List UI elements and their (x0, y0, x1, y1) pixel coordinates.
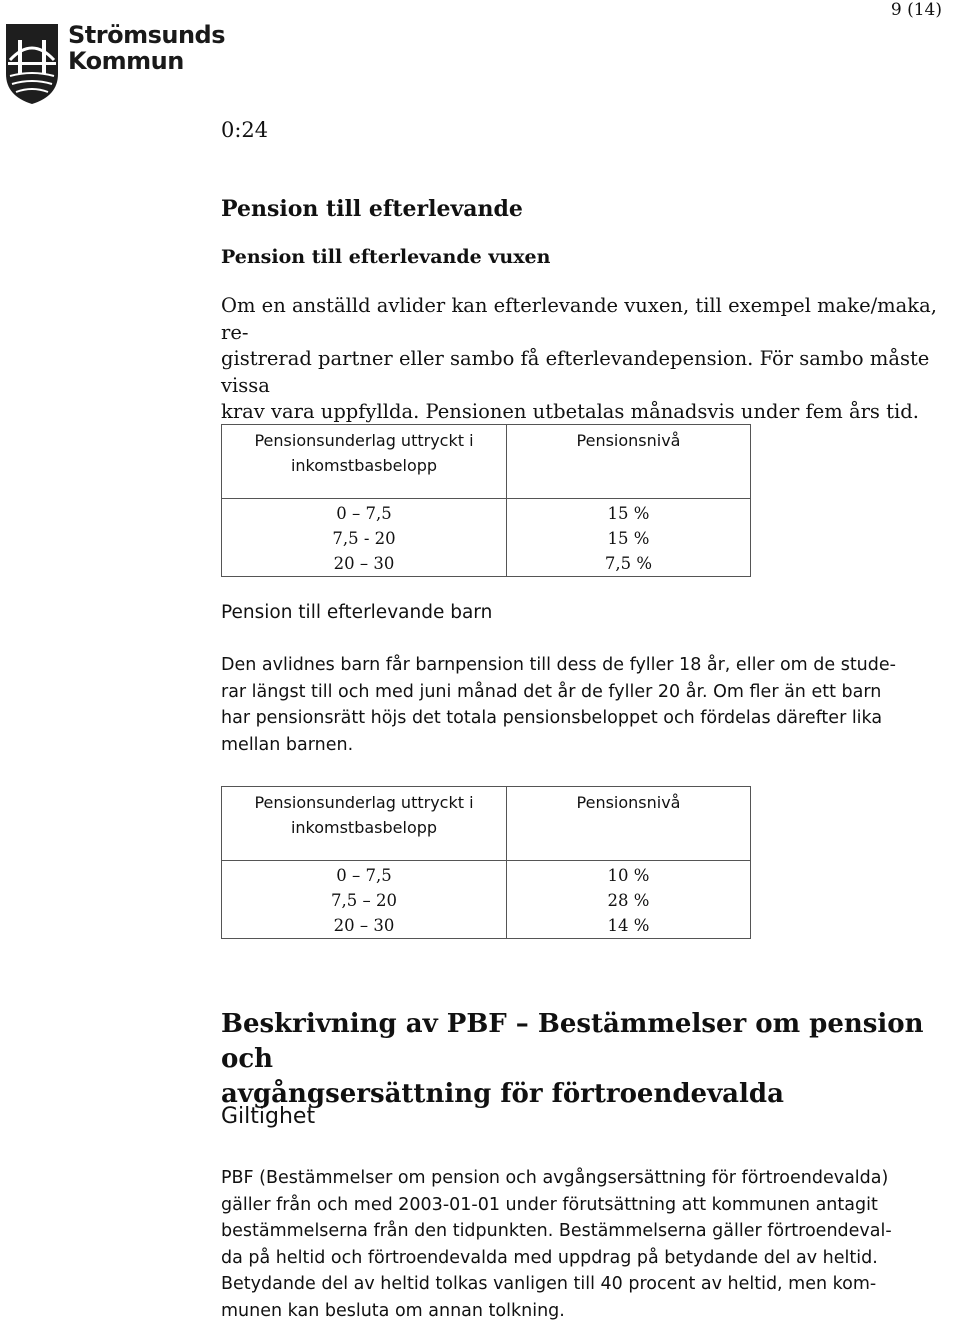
paragraph-line: Betydande del av heltid tolkas vanligen till 40 procent av heltid, men kom- (221, 1274, 877, 1294)
paragraph-adult-survivor (221, 293, 956, 426)
level-value: 7,5 % (604, 554, 653, 573)
paragraph-line: Den avlidnes barn får barnpension till dess de fyller 18 år, eller om de stude- (221, 655, 896, 675)
page-number: 9 (14) (890, 0, 942, 20)
paragraph-line: gistrerad partner eller sambo få efterlevandepension. För sambo måste vissa (221, 347, 930, 397)
range-value: 0 – 7,5 (336, 504, 392, 523)
title-line: Beskrivning av PBF – Bestämmelser om pension och (221, 1009, 924, 1074)
level-value: 15 % (607, 504, 650, 523)
table-cell-levels (507, 499, 751, 577)
table-header-level (507, 787, 751, 861)
level-value: 14 % (607, 916, 650, 935)
table-header-basis (222, 787, 507, 861)
paragraph-line: rar längst till och med juni månad det år de fyller 20 år. Om fler än ett barn (221, 681, 882, 702)
subtitle-validity: Giltighet (221, 1104, 316, 1129)
table-header-row (222, 787, 751, 861)
table-row (222, 861, 751, 939)
municipality-logo (2, 21, 226, 106)
table-cell-ranges (222, 861, 507, 939)
paragraph-line: munen kan besluta om annan tolkning. (221, 1300, 565, 1321)
table-header-row (222, 425, 751, 499)
header-line: Pensionsnivå (576, 431, 681, 450)
paragraph-line: bestämmelserna från den tidpunkten. Bestämmelserna gäller förtroendeval- (221, 1221, 892, 1241)
subtitle-adult-survivor: Pension till efterlevande vuxen (221, 246, 551, 268)
paragraph-child-survivor (221, 652, 956, 758)
paragraph-line: Om en anställd avlider kan efterlevande vuxen, till exempel make/maka, re- (221, 294, 937, 344)
paragraph-line: da på heltid och förtroendevalda med uppdrag på betydande del av heltid. (221, 1247, 878, 1268)
header-line: Pensionsnivå (576, 793, 681, 812)
paragraph-validity (221, 1165, 956, 1324)
header-line: inkomstbasbelopp (290, 818, 438, 837)
paragraph-line: har pensionsrätt höjs det totala pensionsbeloppet och fördelas därefter lika (221, 708, 883, 728)
pension-level-table-adult (221, 424, 751, 577)
level-value: 28 % (607, 891, 650, 910)
range-value: 0 – 7,5 (336, 866, 392, 885)
table-header-basis (222, 425, 507, 499)
table-row (222, 499, 751, 577)
paragraph-line: krav vara uppfyllda. Pensionen utbetalas månadsvis under fem års tid. (221, 400, 919, 423)
header-line: Pensionsunderlag uttryckt i (254, 793, 474, 812)
paragraph-line: mellan barnen. (221, 734, 354, 755)
header-line: Pensionsunderlag uttryckt i (254, 431, 474, 450)
range-value: 20 – 30 (333, 554, 395, 573)
header-line: inkomstbasbelopp (290, 456, 438, 475)
subtitle-child-survivor: Pension till efterlevande barn (221, 602, 493, 623)
logo-text-line2: Kommun (68, 47, 184, 75)
section-title-survivor-pension: Pension till efterlevande (221, 196, 523, 222)
range-value: 7,5 – 20 (331, 891, 397, 910)
table-header-level (507, 425, 751, 499)
paragraph-line: PBF (Bestämmelser om pension och avgångsersättning för förtroendevalda) (221, 1168, 889, 1188)
logo-text-line1: Strömsunds (68, 21, 226, 49)
section-title-pbf (221, 1007, 956, 1112)
title-line: avgångsersättning för förtroendevalda (221, 1079, 784, 1109)
range-value: 7,5 - 20 (332, 529, 396, 548)
table-cell-ranges (222, 499, 507, 577)
level-value: 10 % (607, 866, 650, 885)
range-value: 20 – 30 (333, 916, 395, 935)
level-value: 15 % (607, 529, 650, 548)
table-cell-levels (507, 861, 751, 939)
document-dateline: 0:24 (221, 118, 269, 142)
pension-level-table-child (221, 786, 751, 939)
bridge-emblem-icon (2, 22, 62, 106)
paragraph-line: gäller från och med 2003-01-01 under förutsättning att kommunen antagit (221, 1194, 878, 1215)
